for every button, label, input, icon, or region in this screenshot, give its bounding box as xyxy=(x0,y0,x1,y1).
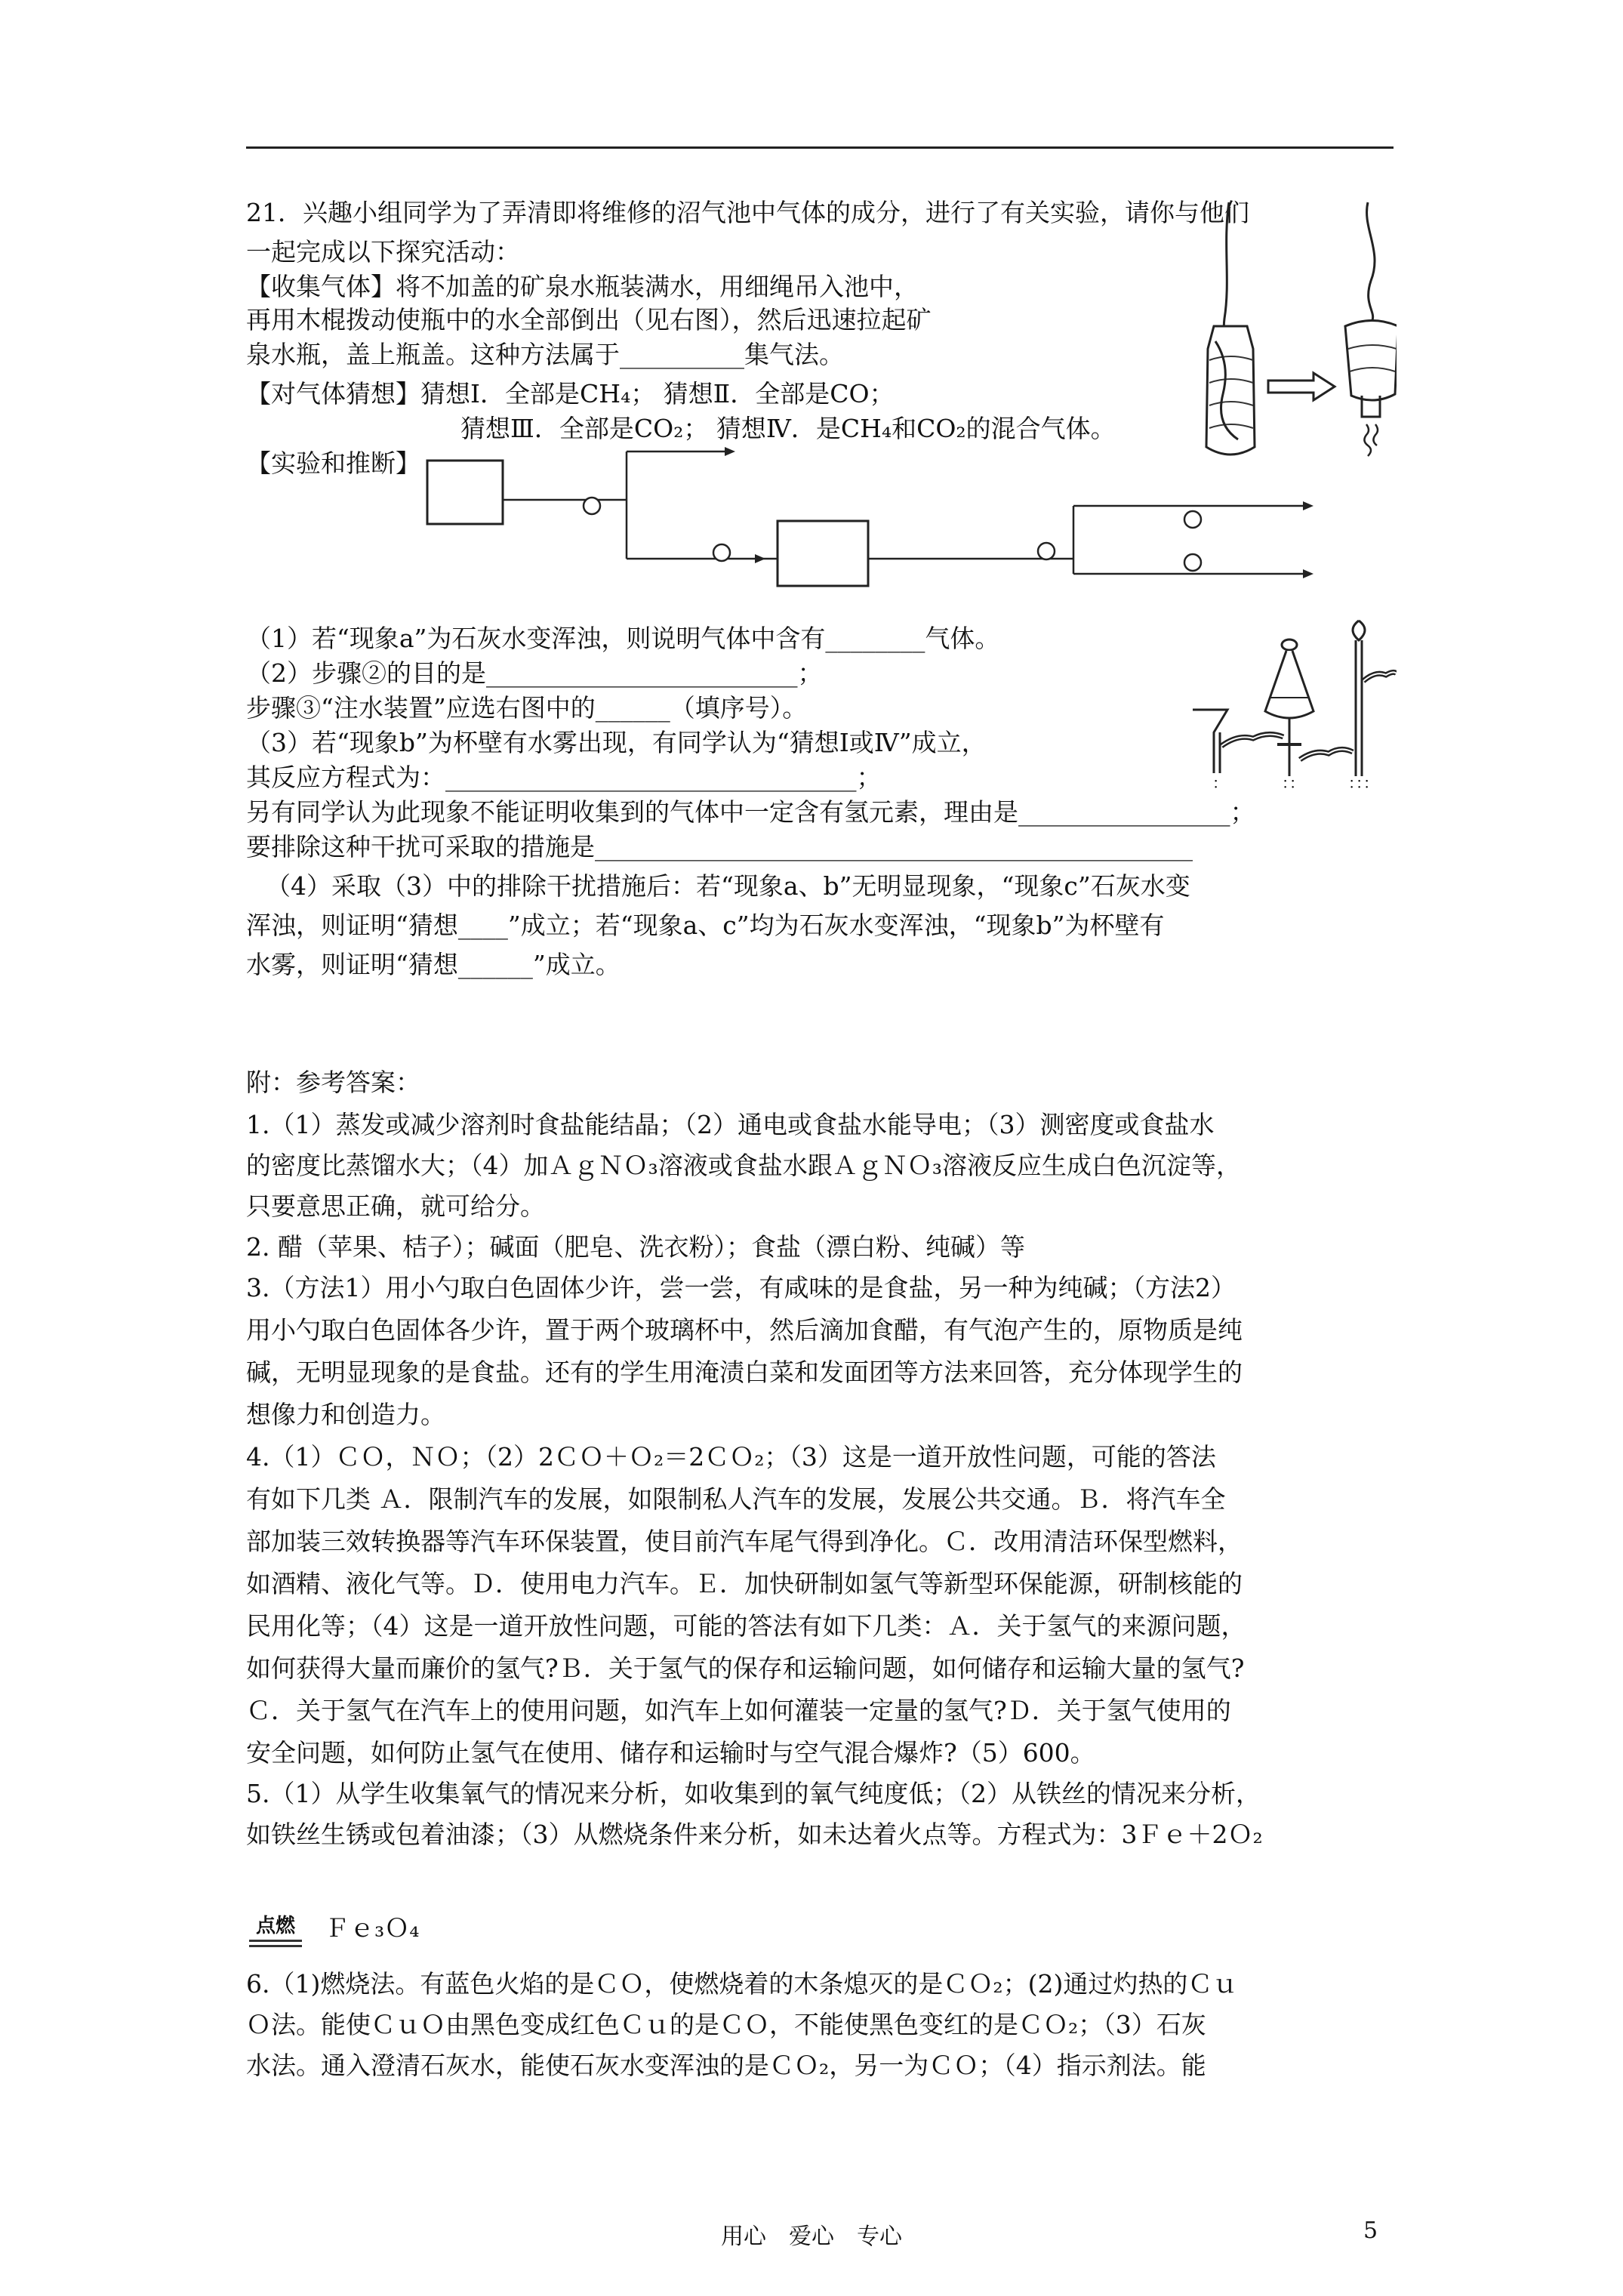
q21-part: 水雾，则证明“猜想______”成立。 xyxy=(246,950,621,979)
q21-line: 猜想Ⅲ．全部是CO₂； 猜想Ⅳ．是CH₄和CO₂的混合气体。 xyxy=(460,414,1116,443)
q21-part: 要排除这种干扰可采取的措施是________________________________________________ xyxy=(246,832,1193,861)
option-mark-1: ： xyxy=(1212,774,1227,792)
experiment-flow-diagram xyxy=(423,438,1329,612)
option-mark-3: ：：： xyxy=(1348,774,1378,792)
footer-motto: 用心 爱心 专心 xyxy=(721,2224,902,2250)
answer-line: 4.（1）ＣＯ，ＮＯ；（2）2ＣＯ＋Ｏ₂＝2ＣＯ₂；（3）这是一道开放性问题，可能的答法 xyxy=(246,1442,1216,1472)
q21-line: 再用木棍拨动使瓶中的水全部倒出（见右图），然后迅速拉起矿 xyxy=(246,305,932,334)
answer-line: 碱，无明显现象的是食盐。还有的学生用淹渍白菜和发面团等方法来回答，充分体现学生的 xyxy=(246,1358,1243,1387)
q21-line: 【收集气体】将不加盖的矿泉水瓶装满水，用细绳吊入池中， xyxy=(246,272,919,301)
answer-line: 5.（1）从学生收集氧气的情况来分析，如收集到的氧气纯度低；（2）从铁丝的情况来分析， xyxy=(246,1779,1261,1808)
answer-line: 有如下几类 Ａ．限制汽车的发展，如限制私人汽车的发展，发展公共交通。Ｂ．将汽车全 xyxy=(246,1484,1226,1514)
q21-part: （3）若“现象b”为杯壁有水雾出现，有同学认为“猜想Ⅰ或Ⅳ”成立， xyxy=(246,728,987,757)
answer-line: 安全问题，如何防止氢气在使用、储存和运输时与空气混合爆炸?（5）600。 xyxy=(246,1738,1095,1767)
reaction-condition-label: 点燃 xyxy=(255,1915,295,1937)
answers-header: 附：参考答案： xyxy=(246,1068,420,1097)
answer-line: 水法。通入澄清石灰水，能使石灰水变浑浊的是ＣＯ₂，另一为ＣＯ；（4）指示剂法。能 xyxy=(246,2051,1206,2080)
q21-line: 【实验和推断】 xyxy=(246,448,420,478)
answer-line: 2. 醋（苹果、桔子）；碱面（肥皂、洗衣粉）；食盐（漂白粉、纯碱）等 xyxy=(246,1232,1025,1262)
page-number: 5 xyxy=(1363,2217,1378,2244)
answer-line: 如酒精、液化气等。Ｄ．使用电力汽车。Ｅ．加快研制如氢气等新型环保能源，研制核能的 xyxy=(246,1569,1243,1598)
injection-apparatus-figure xyxy=(1185,598,1397,794)
q21-part: （4）采取（3）中的排除干扰措施后：若“现象a、b”无明显现象，“现象c”石灰水变 xyxy=(266,871,1190,901)
q21-part: 步骤③“注水装置”应选右图中的______（填序号）。 xyxy=(246,693,808,723)
q21-part: （2）步骤②的目的是_________________________； xyxy=(246,658,823,688)
answer-line: Ｏ法。能使ＣｕＯ由黑色变成红色Ｃｕ的是ＣＯ，不能使黑色变红的是ＣＯ₂；（3）石灰 xyxy=(246,2010,1206,2039)
q21-part: 浑浊，则证明“猜想____”成立；若“现象a、c”均为石灰水变浑浊，“现象b”为杯壁有 xyxy=(246,911,1165,940)
header-rule xyxy=(246,146,1394,149)
answer-line: 3.（方法1）用小勺取白色固体少许，尝一尝，有咸味的是食盐，另一种为纯碱；（方法2） xyxy=(246,1273,1236,1302)
q21-line: 【对气体猜想】猜想Ⅰ．全部是CH₄； 猜想Ⅱ．全部是CO； xyxy=(246,379,895,408)
answer-line: 的密度比蒸馏水大；（4）加ＡｇＮＯ₃溶液或食盐水跟ＡｇＮＯ₃溶液反应生成白色沉淀等， xyxy=(246,1151,1241,1180)
answer-line: 民用化等；（4）这是一道开放性问题，可能的答法有如下几类：Ａ．关于氢气的来源问题， xyxy=(246,1611,1246,1641)
q21-part: 另有同学认为此现象不能证明收集到的气体中一定含有氢元素，理由是_________________； xyxy=(246,797,1255,827)
answer-line: 6.（1)燃烧法。有蓝色火焰的是ＣＯ，使燃烧着的木条熄灭的是ＣＯ₂；(2)通过灼热的Ｃｕ xyxy=(246,1969,1238,1999)
option-mark-2: ：： xyxy=(1282,774,1304,792)
answer-line: 用小勺取白色固体各少许，置于两个玻璃杯中，然后滴加食醋，有气泡产生的，原物质是纯 xyxy=(246,1315,1243,1345)
answer-line: 1.（1）蒸发或减少溶剂时食盐能结晶；（2）通电或食盐水能导电；（3）测密度或食盐水 xyxy=(246,1110,1215,1139)
reaction-arrow-line xyxy=(249,1940,302,1942)
reaction-arrow-line xyxy=(249,1945,302,1947)
q21-line: 泉水瓶，盖上瓶盖。这种方法属于__________集气法。 xyxy=(246,340,844,369)
q21-line: 21．兴趣小组同学为了弄清即将维修的沼气池中气体的成分，进行了有关实验，请你与他们 xyxy=(246,198,1249,227)
q21-part: 其反应方程式为：_________________________________； xyxy=(246,763,882,792)
reaction-product: Ｆｅ₃Ｏ₄ xyxy=(325,1913,420,1943)
q21-part: （1）若“现象a”为石灰水变浑浊，则说明气体中含有________气体。 xyxy=(246,624,1000,653)
q21-line: 一起完成以下探究活动： xyxy=(246,237,520,267)
answer-line: 如何获得大量而廉价的氢气?Ｂ．关于氢气的保存和运输问题，如何储存和运输大量的氢气? xyxy=(246,1653,1245,1683)
answer-line: Ｃ．关于氢气在汽车上的使用问题，如汽车上如何灌装一定量的氢气?Ｄ．关于氢气使用的 xyxy=(246,1696,1231,1725)
answer-line: 只要意思正确，就可给分。 xyxy=(246,1191,545,1221)
answer-line: 如铁丝生锈或包着油漆；（3）从燃烧条件来分析，如未达着火点等。方程式为：3Ｆｅ＋2Ｏ₂ xyxy=(246,1820,1263,1849)
answer-line: 部加装三效转换器等汽车环保装置，使目前汽车尾气得到净化。Ｃ．改用清洁环保型燃料， xyxy=(246,1527,1243,1556)
reaction-condition xyxy=(249,1910,302,1947)
answer-line: 想像力和创造力。 xyxy=(246,1400,445,1429)
